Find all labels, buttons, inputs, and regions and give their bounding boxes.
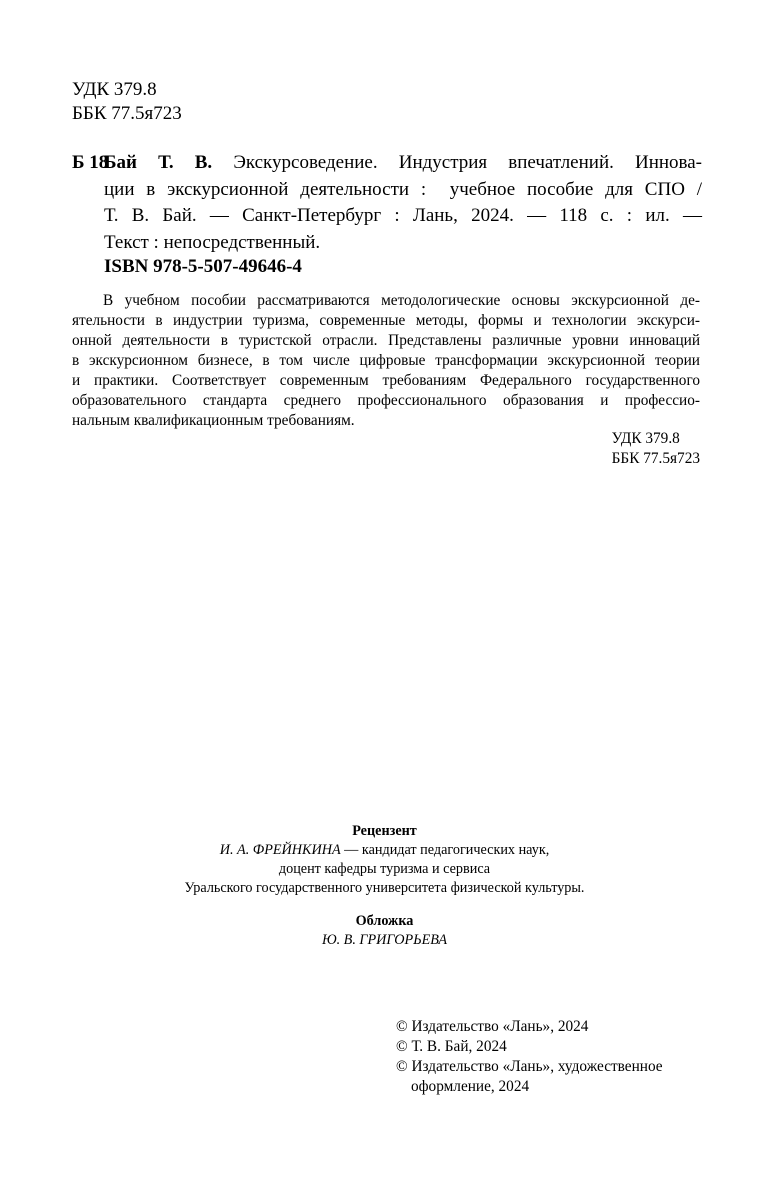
catalog-line-2 <box>104 177 702 204</box>
classification-codes-top <box>72 78 182 126</box>
classification-codes-bottom <box>612 429 700 469</box>
copyright-block <box>396 1017 663 1097</box>
copyright-line-3: © Издательство «Лань», художественное <box>396 1058 663 1075</box>
udk-code-bottom: УДК 379.8 <box>611 430 680 447</box>
abstract-line: нальным квалификационным требованиям. <box>72 412 355 429</box>
abstract <box>72 291 700 431</box>
copyright-line-3-continued: оформление, 2024 <box>411 1078 530 1095</box>
cover-designer-name: Ю. В. ГРИГОРЬЕВА <box>321 932 448 948</box>
title-line-4: Текст : непосредственный. <box>104 231 321 253</box>
reviewer-block <box>0 822 769 898</box>
cover-heading: Обложка <box>355 913 414 929</box>
catalog-line-3 <box>104 203 702 230</box>
title-line-1: Экскурсоведение. Индустрия впечатлений. Иннова- <box>233 152 703 173</box>
abstract-line: образовательного стандарта среднего профессионального образования и профессио- <box>72 392 700 409</box>
abstract-line: В учебном пособии рассматриваются методологические основы экскурсионной де- <box>103 292 700 309</box>
abstract-line: онной деятельности в туристской отрасли. Представлены различные уровни инноваций <box>72 332 700 349</box>
bbk-code-bottom: ББК 77.5я723 <box>611 450 700 467</box>
title-line-2: ции в экскурсионной деятельности : учебное пособие для СПО / <box>104 178 702 200</box>
reviewer-line-2: доцент кафедры туризма и сервиса <box>278 861 491 877</box>
reviewer-name: И. А. ФРЕЙНКИНА <box>219 842 341 858</box>
udk-code: УДК 379.8 <box>72 79 157 100</box>
bbk-code: ББК 77.5я723 <box>72 103 182 124</box>
reviewer-title: — кандидат педагогических наук, <box>340 842 550 858</box>
copyright-line-1: © Издательство «Лань», 2024 <box>396 1018 589 1035</box>
abstract-line: ятельности в индустрии туризма, современные методы, формы и технологии экскурси- <box>72 312 700 329</box>
catalog-line-1 <box>104 150 702 177</box>
reviewer-line-3: Уральского государственного университета физической культуры. <box>184 880 585 896</box>
author-name: Бай Т. В. <box>104 152 213 173</box>
reviewer-heading: Рецензент <box>352 823 417 839</box>
reviewer-line-1 <box>0 841 769 860</box>
copyright-line-2: © Т. В. Бай, 2024 <box>396 1038 507 1055</box>
abstract-line: и практики. Соответствует современным требованиям Федерального государственного <box>72 372 700 389</box>
catalog-line-4 <box>104 230 702 257</box>
abstract-line: в экскурсионном бизнесе, в том числе цифровые трансформации экскурсионной теории <box>72 352 700 369</box>
isbn: ISBN 978-5-507-49646-4 <box>104 256 302 277</box>
title-line-3: Т. В. Бай. — Санкт-Петербург : Лань, 2024. — 118 с. : ил. — <box>104 205 702 226</box>
cover-block <box>0 912 769 950</box>
author-mark: Б 18 <box>72 152 109 173</box>
catalog-description <box>104 150 702 256</box>
